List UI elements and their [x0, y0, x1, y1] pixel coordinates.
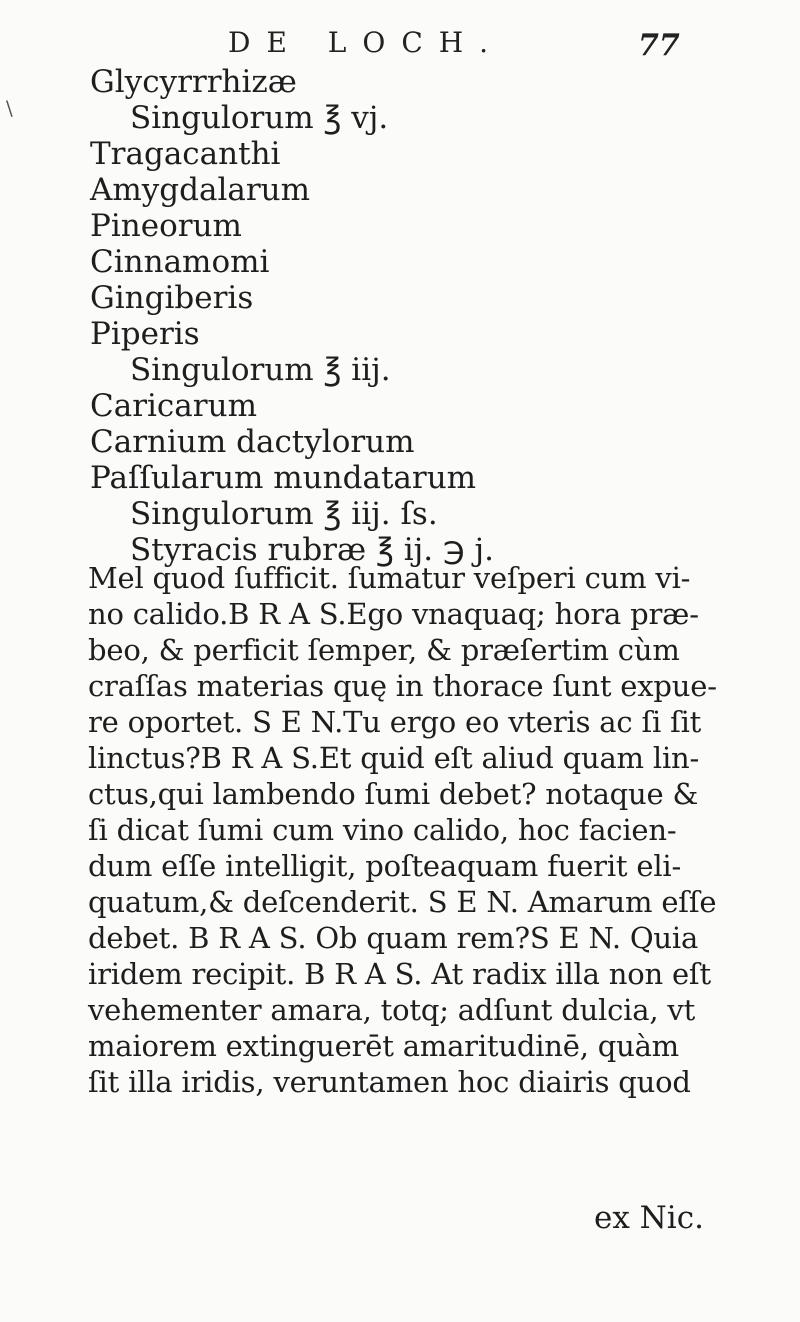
- text-line: dum eſſe intelligit, poſteaquam fuerit eli-: [88, 849, 682, 883]
- text-line: Mel quod ſufficit. ſumatur veſperi cum vi-: [88, 561, 691, 595]
- recipe-line: Amygdalarum: [90, 172, 311, 208]
- text-line: ſit illa iridis, veruntamen hoc diairis quod: [88, 1065, 691, 1099]
- text-line: ctus,qui lambendo ſumi debet? notaque &: [88, 777, 699, 811]
- recipe-line: Paſſularum mundatarum: [90, 460, 477, 496]
- text-line: re oportet. S E N.Tu ergo eo vteris ac ſi ſit: [88, 705, 702, 739]
- recipe-line: Piperis: [90, 316, 200, 352]
- recipe-line: Carnium dactylorum: [90, 424, 415, 460]
- text-line: craſſas materias quę in thorace ſunt expue-: [88, 669, 717, 703]
- text-line: maiorem extinguerēt amaritudinē, quàm: [88, 1029, 679, 1063]
- recipe-line: Singulorum ℥ iij.: [130, 352, 391, 388]
- recipe-line: Gingiberis: [90, 280, 254, 316]
- running-head: DE LOCH.: [228, 26, 505, 59]
- recipe-line: Caricarum: [90, 388, 257, 424]
- text-line: linctus?B R A S.Et quid eſt aliud quam lin-: [88, 741, 700, 775]
- text-line: iridem recipit. B R A S. At radix illa non eſt: [88, 957, 711, 991]
- recipe-line: Glycyrrrhizæ: [90, 64, 297, 100]
- recipe-line: Singulorum ℥ iij. ſs.: [130, 496, 438, 532]
- text-line: debet. B R A S. Ob quam rem?S E N. Quia: [88, 921, 699, 955]
- catchword: ex Nic.: [594, 1200, 704, 1236]
- recipe-line: Cinnamomi: [90, 244, 270, 280]
- recipe-line: Tragacanthi: [90, 136, 281, 172]
- page-number: 77: [638, 28, 680, 63]
- recipe-line: Pineorum: [90, 208, 242, 244]
- text-line: ſi dicat ſumi cum vino calido, hoc facien-: [88, 813, 677, 847]
- margin-mark: \: [6, 96, 13, 120]
- recipe-line: Singulorum ℥ vj.: [130, 100, 389, 136]
- text-line: vehementer amara, totq; adſunt dulcia, vt: [88, 993, 696, 1027]
- text-line: beo, & perficit ſemper, & præſertim cùm: [88, 633, 680, 667]
- text-line: quatum,& deſcenderit. S E N. Amarum eſſe: [88, 885, 717, 919]
- text-line: no calido.B R A S.Ego vnaquaq; hora præ-: [88, 597, 699, 631]
- recipe-line: Styracis rubræ ℥ ij. ℈ j.: [130, 532, 494, 568]
